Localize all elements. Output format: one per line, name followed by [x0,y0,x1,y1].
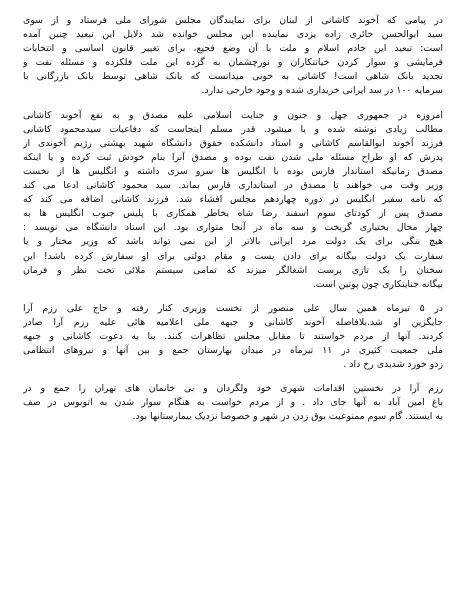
text-line: در پیامی که آخوند کاشانی از لبنان برای نمایندگان مجلس شورای ملی فرستاد و از سوی [23,15,443,26]
text-line: پدرش که او طراح مسئله ملی شدن نفت بوده و مصدق آنرا بنام خودش ثبت کرده و یا اینکه [23,151,443,163]
text-line: ملی جمعیت کثیری در ۱۱ تیرماه در میدان بهارستان جمع و بین آنها و نیروهای انتظامی [23,345,443,357]
text-line: مطالب زیادی نوشته شده و یا میشود. قدر مسلم اینجاست که دفاعیات سیدمحمود کاشانی [23,123,443,135]
text-line: در ۵ تیرماه همین سال علی منصور از نخست وزیری کنار رفته و حاج علی رزم آرا [23,302,443,314]
text-line: کردند. آنها از مردم خواستند تا مقابل مجلس تظاهرات کنند. بنا به دعوت کاشانی و جبهه [23,330,443,342]
document-page [23,14,443,425]
text-line: است: تبعید این خادم اسلام و ملت با آن وضع فجیع، برای تغییر قانون اساسی و انتخابات [23,43,443,55]
text-line: سرمایه ۱۰۰ در سد ایرانی خریداری شده و وجود خارجی ندارد. [201,85,443,97]
text-line: سید ابوالحسن حائری زاده یزدی نماینده این مجلس خوانده شد دلایل این تبعید چنین آمده [23,29,443,41]
paragraph-1 [23,14,443,99]
text-line: که نامه سفیر انگلیس در دوره چهاردهم مجلس افشاء شد. فرزند کاشانی اضافه می کند که [23,194,443,206]
text-line: باغ امین آباد به آنها جای داد . و از مردم خواست به هنگام سوار شدن به اتوبوس در صف [23,397,443,409]
text-line: جایگزین او شد.بلافاصله آخوند کاشانی و جبهه ملی اعلامیه هائی علیه رزم آرا صادر [23,316,443,328]
text-line: سخنان را یک تازی پرست اشغالگر میزند که تمامی سیستم ملائی تحت نظر و فرمان [23,264,443,276]
text-line: فرمایشی و سوار کردن خیانتکاران و نورچشمان به گرده این ملت فلکزده و مسئله نفت و [23,57,443,69]
text-line: بیگانه جنایتکاری چون پوتین است. [312,278,443,290]
text-line: هیچ ننگی برای یک دولت مرد ایرانی بالاتر از این نمی تواند باشد که وزیر مختار و یا [23,236,443,248]
text-line: وزیر وقت می خواهند تا مصدق در استانداری فارس بماند. سید محمود کاشانی ادعا می کند [23,180,443,192]
text-line: تجدید بانک شاهی است! کاشانی به خوبی میدانست که بانک شاهی توسط بانک بازرگانی با [23,71,443,83]
paragraph-4 [23,382,443,424]
text-line: فرزند آخوند ابوالقاسم کاشانی و استاد دانشکده حقوق دانشگاه شهید بهشتی رژیم آخوندی از [23,137,443,149]
text-line: سفارت یک دولت بیگانه برای دادن پست و مقام دولتی برای او سفارش کرده باشد! این [23,250,443,262]
paragraph-2 [23,109,443,292]
text-line: مصدق پس از کودتای سوم اسفند رضا شاه بخاطر همکاری با پلیس جنوب انگلیس ها به [23,208,443,220]
text-line: مصدق زمانیکه استاندار فارس بوده با انگلیس ها سرو سری داشته و انگلیس ها از نخست [23,165,443,177]
text-line: زدو خورد شدیدی رخ داد . [343,359,443,371]
text-line: رزم آرا در نخستین اقدامات شهری خود ولگردان و بی خانمان های تهران را جمع و در [23,383,443,395]
text-line: چهار محال بختیاری گریخت و سه ماه در آنجا متواری بود. این استاد دانشگاه می نویسد : [23,222,443,234]
paragraph-3 [23,302,443,372]
text-line: به ایستند. گام سوم ممنوعیت بوق زدن در شهر و خصوصا نزدیک بیمارستانها بود. [132,411,443,423]
text-line: امروزه در جمهوری جهل و جنون و جنایت اسلامی علیه مصدق و به نفع آخوند کاشانی [23,109,443,121]
